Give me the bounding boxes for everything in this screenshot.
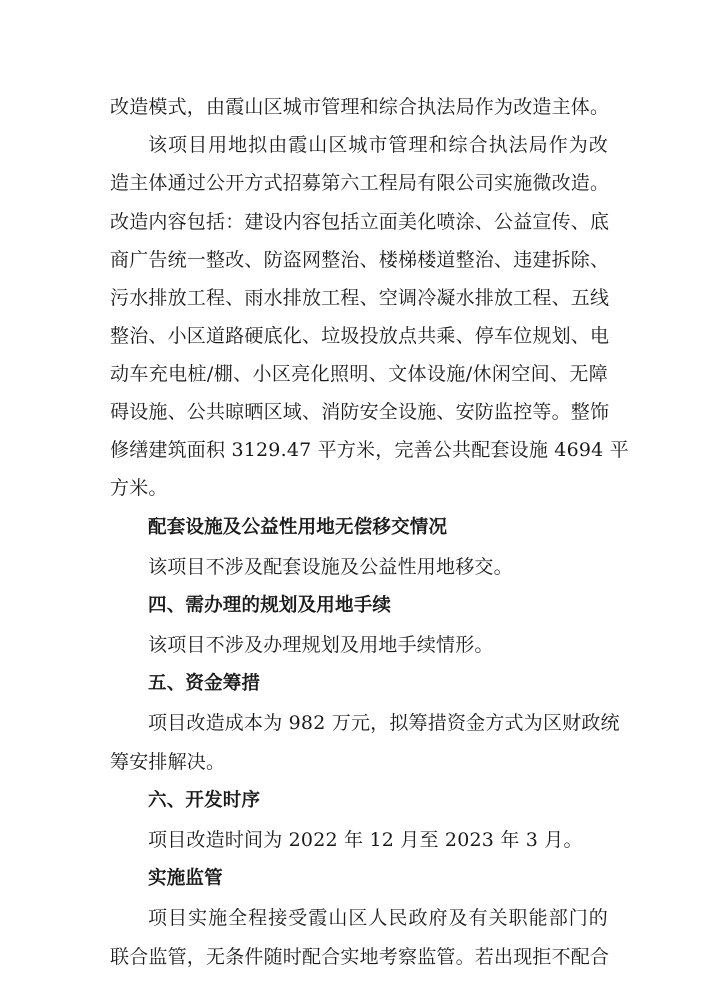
section-body-line: 筹安排解决。	[110, 751, 226, 773]
paragraph-line: 商广告统一整改、防盗网整治、楼梯楼道整治、违建拆除、	[110, 249, 610, 271]
paragraph-line: 改造内容包括：建设内容包括立面美化喷涂、公益宣传、底	[110, 211, 610, 233]
section-body-line: 项目改造成本为 982 万元，拟筹措资金方式为区财政统	[148, 712, 620, 734]
section-heading: 六、开发时序	[148, 790, 261, 811]
section-body-line: 联合监管，无条件随时配合实地考察监管。若出现拒不配合	[110, 946, 610, 968]
paragraph-line: 整治、小区道路硬底化、垃圾投放点共乘、停车位规划、电	[110, 325, 610, 347]
paragraph-line: 造主体通过公开方式招募第六工程局有限公司实施微改造。	[110, 172, 610, 194]
section-heading: 配套设施及公益性用地无偿移交情况	[148, 517, 448, 538]
paragraph-line: 修缮建筑面积 3129.47 平方米，完善公共配套设施 4694 平	[110, 439, 629, 461]
paragraph-line: 改造模式，由霞山区城市管理和综合执法局作为改造主体。	[110, 96, 610, 118]
paragraph-line: 碍设施、公共晾晒区域、消防安全设施、安防监控等。整饰	[110, 401, 610, 423]
section-body-line: 项目改造时间为 2022 年 12 月至 2023 年 3 月。	[148, 829, 583, 851]
section-body-line: 项目实施全程接受霞山区人民政府及有关职能部门的	[148, 907, 608, 929]
paragraph-line: 该项目用地拟由霞山区城市管理和综合执法局作为改	[148, 134, 608, 156]
section-body-line: 该项目不涉及配套设施及公益性用地移交。	[148, 556, 513, 578]
section-heading: 实施监管	[148, 868, 223, 889]
paragraph-line: 方米。	[110, 477, 168, 499]
section-heading: 四、需办理的规划及用地手续	[148, 595, 392, 616]
section-heading: 五、资金筹措	[148, 673, 261, 694]
section-body-line: 该项目不涉及办理规划及用地手续情形。	[148, 634, 494, 656]
paragraph-line: 污水排放工程、雨水排放工程、空调冷凝水排放工程、五线	[110, 287, 610, 309]
paragraph-line: 动车充电桩/棚、小区亮化照明、文体设施/休闲空间、无障	[110, 363, 608, 385]
